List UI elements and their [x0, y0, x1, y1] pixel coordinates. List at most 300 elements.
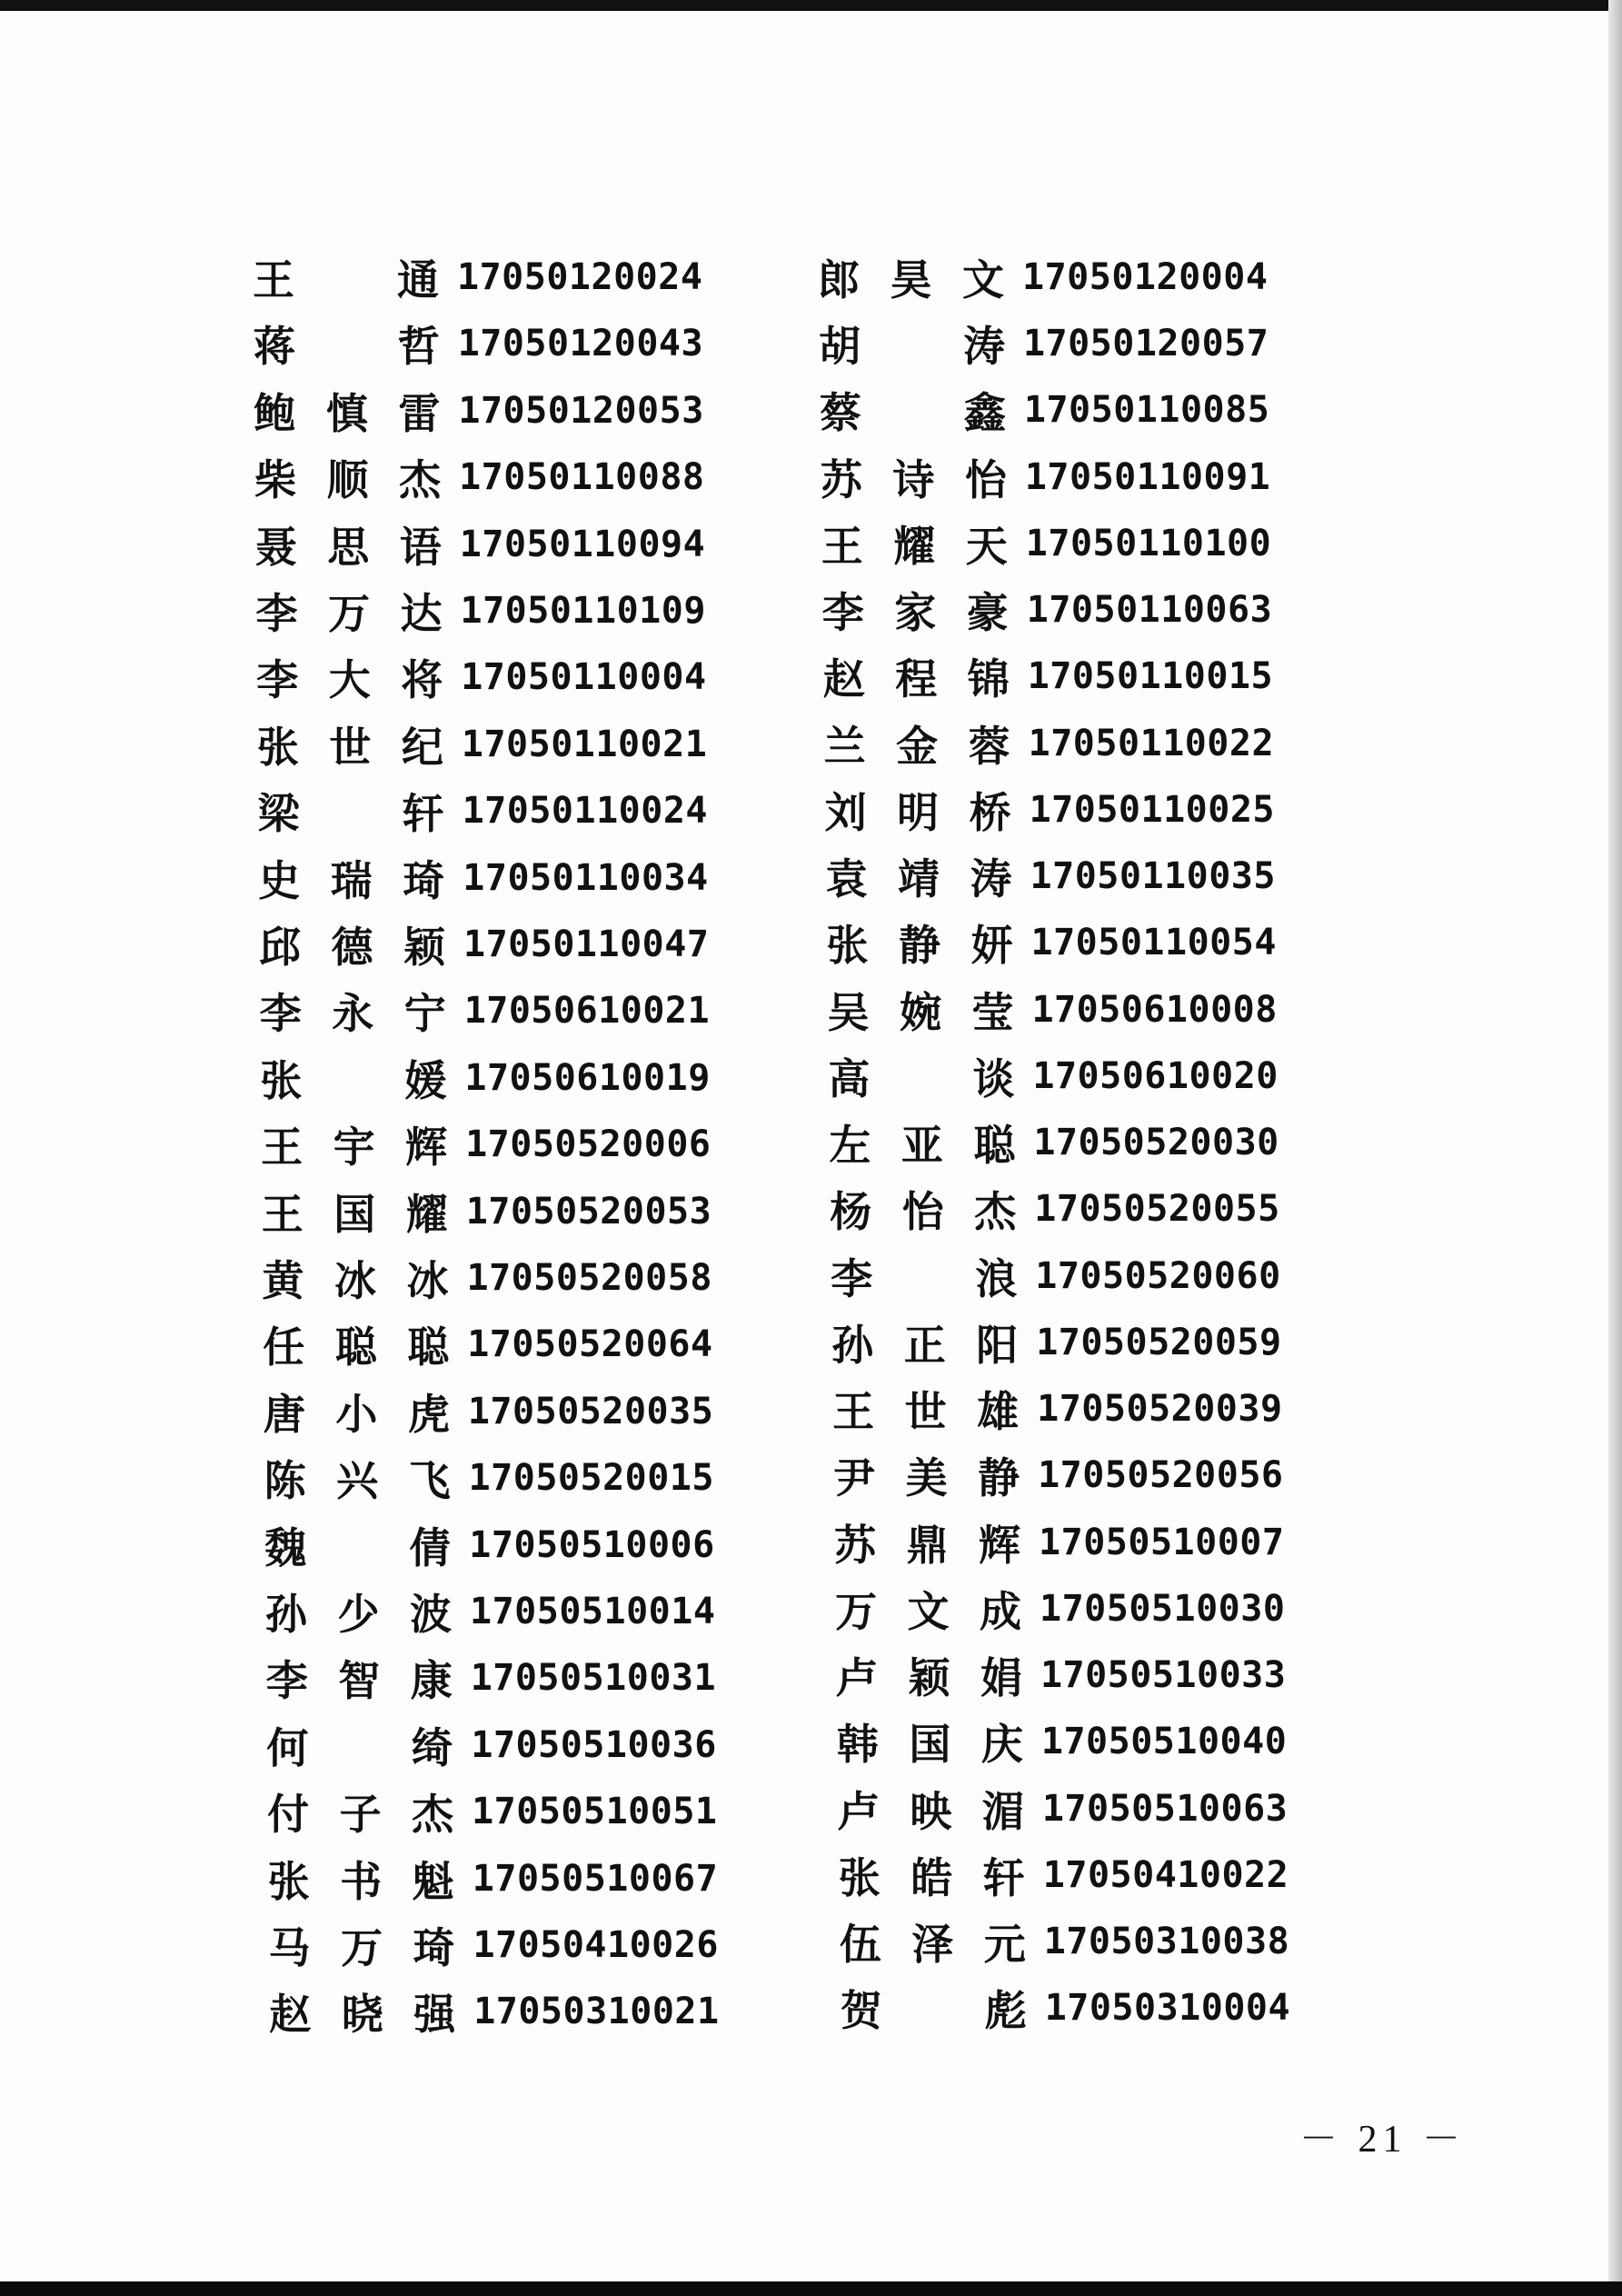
student-id: 17050510033 — [1040, 1654, 1287, 1697]
name-char: 赵 — [822, 654, 865, 704]
name-char: 桥 — [969, 787, 1011, 837]
name-char: 聪 — [334, 1323, 377, 1373]
student-id: 17050120024 — [457, 256, 703, 298]
student-id: 17050520039 — [1037, 1388, 1283, 1431]
student-id: 17050410026 — [473, 1924, 719, 1966]
student-id: 17050610020 — [1032, 1054, 1279, 1097]
student-id: 17050510006 — [469, 1523, 715, 1566]
name-char: 阳 — [976, 1320, 1019, 1370]
name-char: 小 — [335, 1389, 378, 1439]
name-char: 涛 — [970, 854, 1012, 904]
name-char: 辉 — [979, 1520, 1021, 1570]
name-char: 邱 — [259, 923, 301, 972]
student-id: 17050110022 — [1028, 722, 1275, 764]
student-id: 17050510051 — [472, 1791, 718, 1833]
student-id: 17050520030 — [1033, 1122, 1279, 1164]
student-id: 17050520064 — [467, 1323, 713, 1366]
student-name — [254, 447, 441, 507]
name-char: 德 — [331, 923, 373, 972]
student-name — [835, 1579, 1021, 1639]
roster-entry — [831, 1311, 1281, 1374]
student-name — [264, 1515, 451, 1575]
roster-entry — [824, 712, 1274, 775]
student-id: 17050410022 — [1042, 1853, 1289, 1896]
name-char: 金 — [896, 721, 939, 771]
name-char: 贺 — [840, 1986, 882, 2036]
name-char: 兴 — [336, 1456, 379, 1506]
name-char: 孙 — [831, 1320, 874, 1370]
name-char: 怡 — [901, 1187, 944, 1237]
name-char: 聪 — [407, 1323, 450, 1373]
name-char: 宁 — [403, 989, 446, 1039]
student-name — [261, 1114, 447, 1174]
name-char: 付 — [267, 1790, 310, 1840]
roster-entry — [836, 1643, 1286, 1707]
name-char: 兰 — [823, 721, 866, 771]
student-id: 17050510040 — [1040, 1721, 1288, 1763]
roster-entry — [826, 844, 1276, 908]
student-name — [818, 247, 1004, 307]
roster-entry — [259, 913, 709, 976]
roster-entry — [840, 1910, 1289, 1973]
student-name — [269, 1982, 455, 2041]
name-char: 昊 — [890, 255, 932, 304]
student-id: 17050520015 — [468, 1457, 714, 1500]
name-char: 何 — [266, 1722, 309, 1772]
name-char: 轩 — [982, 1852, 1025, 1902]
name-char: 李 — [256, 655, 299, 705]
roster-entry — [262, 1180, 711, 1243]
student-name — [822, 580, 1009, 640]
name-char: 宇 — [333, 1123, 375, 1173]
roster-entry — [830, 1177, 1279, 1241]
student-id: 17050110109 — [460, 590, 706, 632]
name-char: 绮 — [411, 1722, 453, 1772]
student-name — [832, 1379, 1019, 1439]
name-char: 将 — [401, 655, 443, 705]
student-id: 17050110100 — [1025, 522, 1272, 564]
name-char: 聪 — [973, 1121, 1016, 1171]
roster-entry — [831, 1244, 1280, 1308]
student-name — [838, 1779, 1024, 1839]
student-name — [258, 848, 444, 908]
student-id: 17050110015 — [1027, 655, 1274, 698]
student-name — [827, 980, 1013, 1040]
name-char: 飞 — [408, 1456, 451, 1506]
name-char: 蓉 — [968, 721, 1010, 771]
roster-entry — [260, 979, 710, 1043]
name-char: 湄 — [981, 1786, 1024, 1836]
name-char: 亚 — [901, 1121, 943, 1171]
name-char: 胡 — [818, 322, 861, 372]
name-char: 辉 — [405, 1123, 448, 1173]
name-char: 静 — [899, 921, 940, 971]
name-char: 世 — [329, 722, 372, 772]
student-name — [827, 913, 1013, 973]
name-char: 顺 — [326, 455, 369, 505]
name-char: 纪 — [401, 722, 443, 772]
student-id: 17050110047 — [463, 923, 710, 965]
name-char: 柴 — [254, 455, 297, 505]
name-char: 雄 — [977, 1387, 1020, 1437]
name-char: 妍 — [970, 921, 1013, 971]
name-char: 王 — [821, 521, 863, 571]
roster-entry — [829, 1111, 1279, 1174]
student-id: 17050310038 — [1043, 1921, 1290, 1962]
name-char: 成 — [980, 1586, 1021, 1636]
roster-entry — [258, 846, 708, 910]
roster-entry — [261, 1113, 711, 1176]
student-id: 17050510067 — [472, 1857, 719, 1900]
roster-entry — [264, 1513, 714, 1577]
name-char: 袁 — [825, 854, 868, 904]
name-char: 泽 — [911, 1920, 954, 1969]
student-id: 17050520059 — [1036, 1321, 1282, 1363]
student-id: 17050310004 — [1044, 1987, 1291, 2030]
roster-entry — [264, 1380, 713, 1443]
student-name — [266, 1648, 453, 1708]
student-id: 17050110004 — [461, 656, 707, 699]
name-char: 琦 — [403, 855, 445, 905]
student-name — [260, 1048, 446, 1108]
name-char: 冰 — [406, 1256, 449, 1305]
name-char: 永 — [332, 989, 374, 1039]
roster-entry — [267, 1780, 717, 1843]
student-name — [266, 1715, 453, 1775]
name-char: 卢 — [835, 1653, 878, 1703]
name-char: 娟 — [980, 1653, 1022, 1703]
roster-entry — [819, 312, 1269, 375]
student-name — [264, 1448, 451, 1508]
student-name — [263, 1248, 449, 1308]
name-char: 程 — [895, 654, 938, 704]
student-id: 17050110021 — [461, 723, 708, 765]
roster-entry — [837, 1710, 1287, 1773]
roster-entry — [254, 379, 703, 443]
name-char: 万 — [835, 1586, 877, 1636]
name-char: 王 — [261, 1189, 304, 1239]
student-name — [260, 981, 446, 1041]
name-char: 波 — [410, 1590, 452, 1639]
name-char: 锦 — [967, 654, 1010, 704]
name-char: 杨 — [830, 1187, 872, 1237]
name-char: 浪 — [975, 1253, 1018, 1303]
name-char: 张 — [256, 722, 299, 772]
name-char: 耀 — [405, 1189, 448, 1239]
roster-entry — [264, 1446, 714, 1510]
name-char: 赵 — [269, 1990, 312, 2040]
name-char: 大 — [328, 655, 371, 705]
name-char: 鲍 — [254, 388, 296, 438]
name-char: 万 — [341, 1923, 383, 1972]
name-char: 涛 — [962, 322, 1005, 372]
name-char: 郎 — [818, 255, 860, 304]
student-name — [831, 1246, 1017, 1306]
name-char: 张 — [267, 1856, 310, 1906]
student-name — [825, 780, 1011, 840]
student-name — [819, 314, 1005, 374]
name-char: 明 — [897, 787, 940, 837]
name-char: 国 — [333, 1189, 376, 1239]
name-char: 智 — [338, 1656, 381, 1706]
student-id: 17050520035 — [467, 1390, 714, 1433]
student-id: 17050120004 — [1022, 256, 1269, 298]
student-name — [256, 647, 443, 707]
student-id: 17050520053 — [465, 1190, 712, 1233]
student-name — [263, 1314, 449, 1374]
name-char: 万 — [328, 589, 370, 638]
name-char: 李 — [831, 1253, 873, 1303]
student-name — [828, 1046, 1014, 1106]
student-name — [267, 1782, 453, 1842]
name-char: 世 — [904, 1387, 947, 1437]
student-id: 17050110091 — [1024, 455, 1271, 498]
roster-entry — [257, 713, 707, 776]
name-char: 彪 — [984, 1986, 1027, 2036]
roster-entry — [835, 1577, 1285, 1641]
roster-entry — [822, 578, 1272, 642]
name-char: 吴 — [827, 987, 870, 1037]
name-char: 达 — [400, 589, 443, 638]
student-id: 17050610021 — [463, 990, 711, 1033]
name-char: 李 — [265, 1656, 308, 1706]
student-name — [836, 1645, 1022, 1705]
student-name — [257, 714, 443, 774]
name-char: 通 — [397, 255, 439, 304]
roster-entry — [254, 312, 703, 375]
name-char: 鑫 — [963, 388, 1006, 438]
student-name — [820, 380, 1006, 440]
name-char: 李 — [821, 588, 864, 638]
name-char: 聂 — [254, 522, 297, 572]
scan-bottom-border — [0, 2281, 1622, 2296]
name-char: 书 — [340, 1856, 383, 1906]
student-name — [821, 447, 1007, 507]
name-char: 映 — [910, 1786, 952, 1836]
name-char: 雷 — [398, 388, 441, 438]
student-name — [841, 1978, 1027, 2038]
name-char: 晓 — [341, 1990, 383, 2040]
student-id: 17050110025 — [1029, 788, 1275, 831]
name-char: 李 — [255, 589, 298, 638]
name-char: 王 — [253, 255, 294, 304]
name-char: 孙 — [265, 1590, 307, 1639]
student-name — [830, 1179, 1016, 1239]
name-char: 少 — [337, 1590, 380, 1639]
name-char: 伍 — [839, 1920, 881, 1969]
roster-entry — [269, 1913, 719, 1977]
name-char: 琦 — [413, 1923, 455, 1972]
name-char: 怡 — [964, 454, 1007, 504]
roster-entry — [841, 1976, 1290, 2040]
name-char: 子 — [339, 1790, 382, 1840]
roster-entry — [828, 1044, 1278, 1108]
student-name — [255, 514, 442, 574]
student-id: 17050520058 — [466, 1257, 712, 1299]
student-id: 17050520060 — [1035, 1254, 1281, 1297]
name-char: 康 — [410, 1656, 453, 1706]
student-id: 17050510036 — [471, 1723, 717, 1766]
name-char: 虎 — [407, 1389, 450, 1439]
student-id: 17050520006 — [465, 1123, 711, 1166]
student-name — [826, 846, 1012, 906]
name-char: 杰 — [399, 455, 442, 505]
name-char: 梁 — [257, 789, 300, 839]
name-char: 皓 — [911, 1852, 953, 1902]
roster-entry — [832, 1377, 1282, 1441]
student-id: 17050110024 — [462, 790, 708, 833]
roster-entry — [827, 978, 1277, 1042]
student-name — [821, 514, 1008, 574]
name-char: 蒋 — [253, 322, 295, 372]
student-name — [823, 646, 1010, 706]
student-name — [833, 1445, 1020, 1505]
name-char: 冰 — [334, 1256, 376, 1305]
student-name — [253, 247, 439, 307]
roster-entry — [258, 779, 708, 843]
student-name — [262, 1182, 448, 1242]
page-number: － 21 － — [1299, 2119, 1467, 2161]
roster-entry — [839, 1843, 1289, 1907]
student-id: 17050610019 — [464, 1056, 711, 1099]
name-char: 思 — [327, 522, 370, 572]
roster-entry — [833, 1443, 1283, 1507]
name-char: 慎 — [325, 388, 368, 438]
name-char: 张 — [826, 921, 869, 971]
scan-right-edge — [1608, 0, 1622, 2296]
name-char: 马 — [268, 1923, 311, 1972]
name-char: 杰 — [974, 1187, 1017, 1237]
student-name — [839, 1845, 1025, 1905]
name-char: 杰 — [412, 1790, 454, 1840]
student-id: 17050510063 — [1041, 1787, 1289, 1830]
name-char: 张 — [260, 1055, 303, 1105]
student-id: 17050110063 — [1026, 589, 1273, 632]
roster-entry — [825, 778, 1275, 842]
name-char: 高 — [828, 1053, 871, 1103]
name-char: 王 — [832, 1387, 875, 1437]
roster-entry — [266, 1713, 716, 1777]
roster-entry — [255, 513, 705, 576]
name-char: 婉 — [899, 987, 941, 1037]
student-name — [265, 1582, 452, 1642]
name-char: 文 — [962, 255, 1004, 304]
name-char: 陈 — [264, 1456, 306, 1506]
name-char: 蔡 — [819, 388, 861, 438]
name-char: 元 — [983, 1920, 1026, 1969]
student-id: 17050520055 — [1034, 1188, 1280, 1231]
name-char: 左 — [829, 1121, 871, 1171]
roster-entry — [827, 911, 1277, 974]
name-char: 强 — [413, 1990, 456, 2040]
name-char: 黄 — [262, 1256, 304, 1305]
roster-entry — [838, 1777, 1288, 1841]
student-id: 17050510030 — [1040, 1587, 1286, 1630]
student-id: 17050120043 — [457, 323, 704, 365]
name-char: 魁 — [412, 1856, 454, 1906]
scan-top-border — [0, 0, 1622, 11]
name-char: 魏 — [264, 1522, 307, 1572]
name-char: 美 — [905, 1453, 948, 1503]
student-name — [829, 1113, 1015, 1173]
student-id: 17050110088 — [459, 456, 705, 499]
name-char: 哲 — [397, 322, 440, 372]
name-char: 史 — [258, 855, 301, 905]
student-name — [840, 1912, 1026, 1972]
name-char: 刘 — [824, 787, 867, 837]
student-id: 17050520056 — [1038, 1454, 1284, 1497]
name-char: 轩 — [402, 789, 444, 839]
roster-entry — [821, 512, 1271, 575]
name-char: 尹 — [833, 1453, 876, 1503]
name-char: 瑞 — [330, 855, 373, 905]
student-id: 17050310021 — [473, 1991, 720, 2033]
student-id: 17050510014 — [470, 1591, 716, 1632]
student-id: 17050110094 — [459, 523, 706, 565]
roster-entry — [269, 1980, 719, 2043]
student-name — [259, 914, 445, 974]
roster-entry — [268, 1847, 718, 1911]
student-id: 17050110034 — [463, 856, 709, 899]
name-char: 庆 — [980, 1720, 1023, 1770]
roster-entry — [823, 644, 1273, 708]
student-id: 17050510031 — [470, 1657, 717, 1700]
roster-entry — [260, 1046, 710, 1110]
name-char: 家 — [894, 588, 937, 638]
roster-entry — [821, 445, 1270, 509]
name-char: 颖 — [403, 923, 445, 972]
name-char: 颖 — [908, 1653, 950, 1703]
roster-entry — [263, 1246, 712, 1310]
roster-entry — [265, 1580, 715, 1643]
name-char: 卢 — [837, 1786, 880, 1836]
roster-entry — [256, 645, 706, 709]
name-char: 任 — [263, 1323, 305, 1373]
student-id: 17050510007 — [1039, 1521, 1285, 1563]
name-char: 莹 — [971, 987, 1014, 1037]
name-char: 李 — [259, 989, 302, 1039]
roster-entry — [263, 1313, 712, 1376]
roster-entry — [834, 1511, 1284, 1574]
name-char: 苏 — [820, 454, 862, 504]
name-char: 唐 — [263, 1389, 305, 1439]
student-name — [824, 714, 1010, 774]
name-char: 苏 — [834, 1520, 877, 1570]
name-char: 天 — [965, 521, 1008, 571]
name-char: 豪 — [966, 588, 1009, 638]
roster-entry — [818, 245, 1268, 309]
student-id: 17050120053 — [458, 389, 704, 432]
name-char: 文 — [907, 1586, 950, 1636]
student-name — [831, 1313, 1018, 1373]
name-char: 靖 — [898, 854, 940, 904]
student-id: 17050610008 — [1031, 988, 1278, 1031]
roster-entry — [266, 1646, 716, 1710]
name-char: 倩 — [409, 1522, 452, 1572]
name-char: 语 — [399, 522, 442, 572]
student-name — [269, 1915, 455, 1975]
name-char: 鼎 — [906, 1520, 949, 1570]
student-name — [264, 1382, 450, 1442]
name-char: 媛 — [404, 1055, 447, 1105]
student-name — [256, 581, 443, 641]
student-name — [254, 314, 440, 374]
roster-entry — [254, 445, 704, 509]
student-id: 17050120057 — [1022, 323, 1269, 365]
name-char: 国 — [909, 1720, 951, 1770]
roster-entry — [253, 245, 702, 309]
student-name — [258, 781, 444, 841]
